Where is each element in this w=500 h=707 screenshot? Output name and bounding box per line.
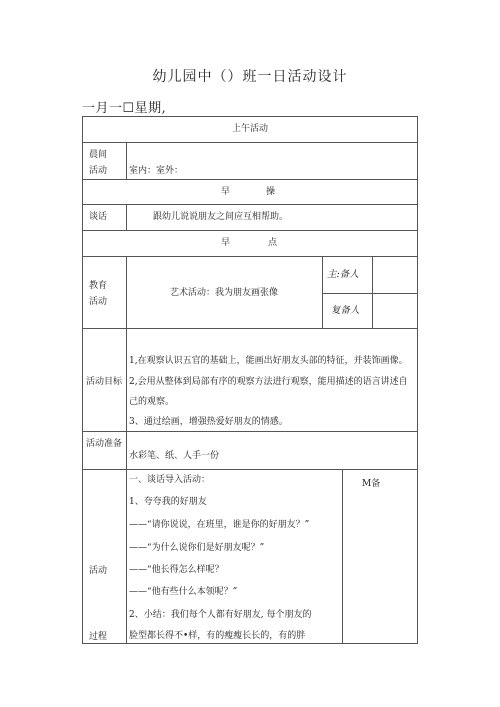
row-divider [82,469,418,470]
education-content: 艺术活动：我为朋友画张像 [169,288,278,298]
snack-char-1: 早 [221,238,231,248]
talk-label: 谈话 [89,212,108,222]
goal-line: 1,在观察认识五官的基础上，能画出好朋友头部的特征，并装饰画像。 [129,356,408,366]
document-title: 幼儿园中（）班一日活动设计 [152,69,348,85]
main-preparer-label: 主:备人 [327,269,359,280]
row-divider [322,293,418,294]
row-divider [82,256,418,257]
process-label-top: 活动 [89,566,108,576]
morning-activity-header: 上午活动 [231,124,268,134]
process-line: 一、谈话导入活动： [129,475,211,485]
row-divider [82,204,418,205]
process-label-bottom: 过程 [89,632,108,642]
co-preparer-label: 复备人 [331,305,360,316]
process-line: ——“为什么说你们是好朋友呢？” [129,543,265,553]
arrival-label-line1: 晨间 [89,150,108,160]
row-divider [82,328,418,329]
row-divider [82,179,418,180]
table-border-top [82,116,418,117]
process-line: 脸型都长得不•样，有的瘦瘦长长的，有的胖 [129,631,306,641]
label-column-divider [126,142,127,179]
goal-line: 己的观察。 [129,397,175,407]
row-divider [82,142,418,143]
goal-line: 2,会用从整体到局部有序的观察方法进行观察，能用描述的语言讲述自 [129,377,408,387]
exercise-char-2: 操 [266,187,276,197]
goals-label: 活动目标 [86,377,123,387]
talk-content: 跟幼儿说说朋友之间应互相帮助。 [153,212,289,222]
snack-char-2: 点 [268,238,278,248]
process-line: ——“他有些什么本领呢？” [129,587,238,597]
education-label-line2: 活动 [89,297,108,307]
table-border-left [82,116,83,644]
table-border-bottom [82,643,418,644]
process-line: 2、小结：我们每个人都有好朋友, 每个朋友的 [129,610,312,620]
arrival-content: 室内：室外： [129,166,184,176]
prep-column-divider [322,256,323,328]
process-side-divider [342,469,343,643]
exercise-char-1: 早 [221,187,231,197]
prep-label: 活动准备 [86,439,123,449]
date-line: 一月一☐星期, [82,101,167,116]
prep-content: 水彩笔、纸、人手一份 [129,451,220,461]
goal-line: 3、通过绘画，增强热爱好朋友的情感。 [129,417,288,427]
process-line: ——“他长得怎么样呢？ [129,565,224,575]
row-divider [82,431,418,432]
label-column-divider [126,204,127,230]
row-divider [82,230,418,231]
process-side-label: M备 [362,479,381,489]
arrival-label-line2: 活动 [89,166,108,176]
prep-column-divider [372,256,373,328]
table-border-right [417,116,418,644]
process-line: ——“请你说说，在班里，谁是你的好朋友？” [129,520,310,530]
label-column-divider [126,256,127,643]
education-label-line1: 教育 [89,281,108,291]
process-line: 1、夸夸我的好朋友 [129,497,207,507]
